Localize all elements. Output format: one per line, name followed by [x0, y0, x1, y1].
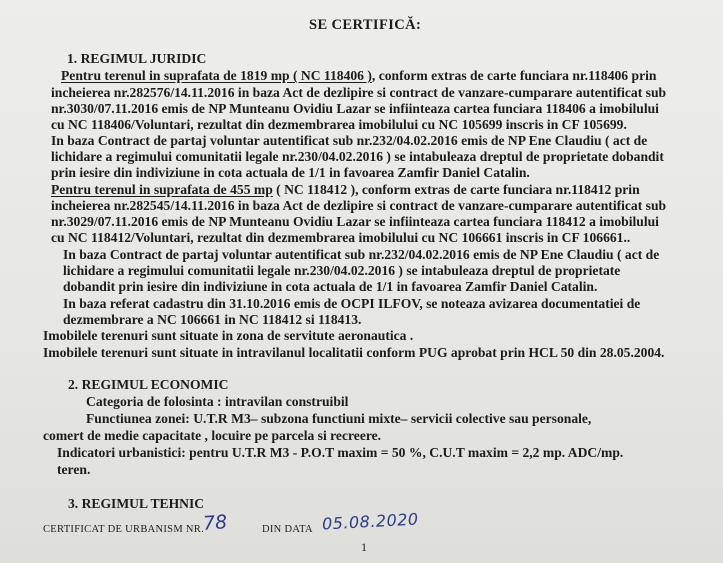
section-1-line	[51, 181, 640, 198]
section-1-heading: 1. REGIMUL JURIDIC	[67, 51, 207, 66]
handwritten-date: 05.08.2020	[321, 509, 420, 534]
section-1-line: dezmembrare a NC 106661 in NC 118412 si 118413.	[63, 312, 362, 327]
handwritten-certificate-number: 78	[202, 511, 228, 535]
section-1-line: In baza Contract de partaj voluntar autentificat sub nr.232/04.02.2016 emis de NP Ene Claudiu ( act de	[63, 247, 660, 262]
section-1-line: nr.3029/07.11.2016 emis de NP Munteanu Ovidiu Lazar se infiinteaza cartea funciara 118412 a imobilului	[51, 214, 659, 229]
section-1-line: incheierea nr.282576/14.11.2016 in baza Act de dezlipire si contract de vanzare-cumparare autentificat sub	[51, 85, 667, 100]
section-2-line: Categoria de folosinta : intravilan construibil	[86, 394, 349, 409]
page-number: 1	[361, 540, 367, 554]
section-1-line: cu NC 118406/Voluntari, rezultat din dezmembrarea imobilului cu NC 105699 inscris in CF 105699.	[51, 117, 627, 132]
section-1-line: lichidare a regimului comunitatii legale nr.230/04.02.2016 ) se intabuleaza dreptul de proprietate	[63, 263, 621, 278]
section-2-heading: 2. REGIMUL ECONOMIC	[68, 377, 229, 392]
section-2-line: Functiunea zonei: U.T.R M3– subzona functiuni mixte– servicii colective sau personale,	[86, 411, 592, 426]
line-text: , conform extras de carte funciara nr.118406 prin	[371, 68, 657, 83]
section-1-line: Imobilele terenuri sunt situate in zona de servitute aeronautica .	[43, 328, 414, 343]
section-1-line: dobandit prin iesire din indiviziune in cota actuala de 1/1 in favoarea Zamfir Daniel Catalin.	[63, 279, 598, 294]
section-1-line: lichidare a regimului comunitatii legale nr.230/04.02.2016 ) se intabuleaza dreptul de proprietate dobandit	[51, 149, 664, 164]
section-2-line: comert de medie capacitate , locuire pe parcela si recreere.	[43, 428, 382, 443]
underlined-phrase: Pentru terenul in suprafata de 1819 mp ( NC 118406 )	[61, 68, 372, 83]
section-1-line: nr.3030/07.11.2016 emis de NP Munteanu Ovidiu Lazar se infiinteaza cartea funciara 118406 a imobilului	[51, 101, 659, 116]
section-1-line: In baza referat cadastru din 31.10.2016 emis de OCPI ILFOV, se noteaza avizarea documentatiei de	[63, 296, 641, 311]
section-3-heading: 3. REGIMUL TEHNIC	[68, 496, 205, 511]
section-1-line: cu NC 118412/Voluntari, rezultat din dezmembrarea imobilului cu NC 106661 inscris in CF 106661..	[51, 230, 631, 245]
underlined-phrase: Pentru terenul in suprafata de 455 mp	[51, 182, 273, 197]
section-1-line	[61, 67, 656, 84]
section-2-line: Indicatori urbanistici: pentru U.T.R M3 - P.O.T maxim = 50 %, C.U.T maxim = 2,2 mp. ADC/mp.	[57, 445, 624, 460]
document-title: SE CERTIFICĂ:	[309, 17, 422, 33]
certificate-number-label: CERTIFICAT DE URBANISM NR.	[43, 524, 204, 535]
line-text: ( NC 118412 ), conform extras de carte funciara nr.118412 prin	[272, 182, 640, 197]
section-1-line: prin iesire din indiviziune in cota actuala de 1/1 in favoarea Zamfir Daniel Catalin.	[51, 165, 530, 180]
section-1-line: Imobilele terenuri sunt situate in intravilanul localitatii conform PUG aprobat prin HCL 50 din 28.05.2004.	[43, 345, 665, 360]
section-1-line: incheierea nr.282545/14.11.2016 in baza Act de dezlipire si contract de vanzare-cumparare autentificat sub	[51, 198, 667, 213]
section-2-line: teren.	[57, 462, 91, 477]
section-1-line: In baza Contract de partaj voluntar autentificat sub nr.232/04.02.2016 emis de NP Ene Claudiu ( act de	[51, 133, 648, 148]
date-label: DIN DATA	[262, 524, 313, 535]
